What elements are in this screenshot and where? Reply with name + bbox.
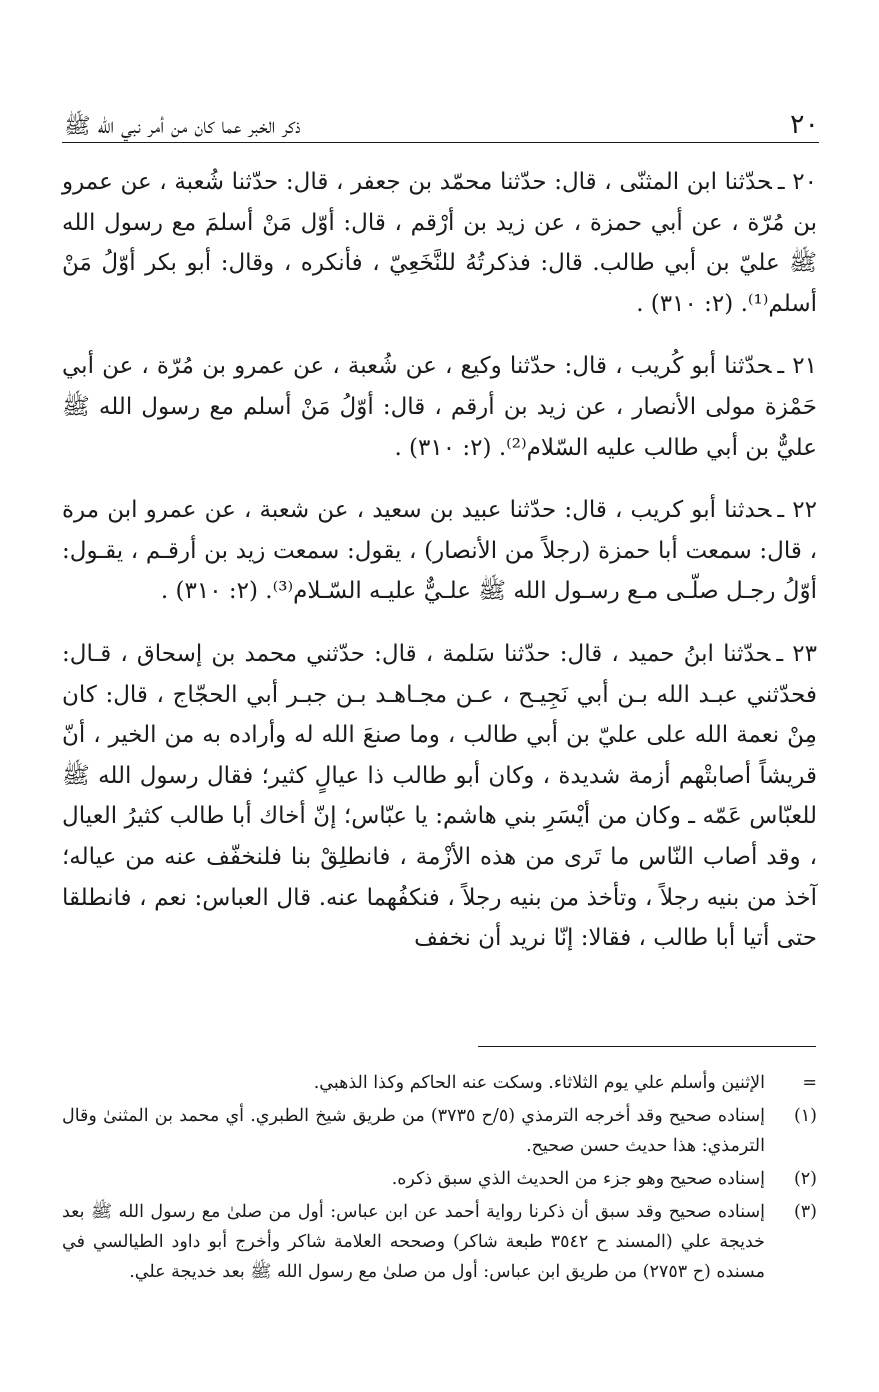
paragraph-number: ٢١ ـ <box>777 353 817 380</box>
footnote-rule <box>478 1046 816 1047</box>
page-number: ٢٠ <box>789 109 819 140</box>
paragraph-text: حدّثنا ابنُ حميد ، قال: حدّثنا سَلمة ، قال: حدّثني محمد بن إسحاق ، قـال: فحدّثني عبـد الله بـن أبي نَجِيـح ، عـن مجـاهـد بـن جبـر أبي الحجّاج ، قال: كان مِنْ نعمة الله على عليّ بن أبي طالب ، وما صنعَ الله له وأراده به من الخير ، أنّ قريشاً أصابتْهم أزمة شديدة ، وكان أبو طالب ذا عيالٍ كثير؛ فقال رسول الله ﷺ للعبّاس عَمّه ـ وكان من أيْسَرِ بني هاشم: يا عبّاس؛ إنّ أخاك أبا طالب كثيرُ العيال ، وقد أصاب النّاس ما تَرى من هذه الأزْمة ، فانطلِقْ بنا فلنخفّف عنه من عياله؛ آخذ من بنيه رجلاً ، وتأخذ من بنيه رجلاً ، فنكفُهما عنه. قال العباس: نعم ، فانطلقا حتى أتيا أبا طالب ، فقالا: إنّا نريد أن نخفف <box>62 640 817 952</box>
footnote <box>62 1068 817 1098</box>
hadith-paragraph <box>62 162 817 324</box>
footnote-mark: = <box>802 1073 817 1093</box>
footnote <box>62 1164 817 1194</box>
footnote-text: إسناده صحيح وقد سبق أن ذكرنا رواية أحمد عن ابن عباس: أول من صلىٰ مع رسول الله ﷺ بعد خديجة علي (المسند ح ٣٥٤٢ طبعة شاكر) وصححه العلامة شاكر وأخرج أبو داود الطيالسي في مسنده (ح ٢٧٥٣) من طريق ابن عباس: أول من صلىٰ مع رسول الله ﷺ بعد خديجة علي. <box>62 1202 765 1282</box>
footnote-mark: (٣) <box>793 1202 817 1222</box>
running-title: ذكر الخبر عما كان من أمر نبي الله ﷺ <box>64 114 301 139</box>
running-header <box>64 92 819 138</box>
footnote-mark: (١) <box>793 1106 817 1126</box>
paragraph-number: ٢٠ ـ <box>777 169 817 195</box>
header-rule <box>62 142 819 143</box>
footnote-mark: (٢) <box>793 1169 817 1189</box>
footnote <box>62 1101 817 1161</box>
footnote-text: الإثنين وأسلم علي يوم الثلاثاء. وسكت عنه الحاكم وكذا الذهبي. <box>313 1073 765 1093</box>
footnotes <box>62 1068 817 1290</box>
hadith-paragraph <box>62 634 817 959</box>
footnote <box>62 1197 817 1287</box>
footnote-text: إسناده صحيح وقد أخرجه الترمذي (٥/ح ٣٧٣٥) من طريق شيخ الطبري. أي محمد بن المثنىٰ وقال الترمذي: هذا حديث حسن صحيح. <box>62 1106 765 1156</box>
paragraph-text: حدثنا أبو كريب ، قال: حدّثنا عبيد بن سعيد ، عن شعبة ، عن عمرو ابن مرة ، قال: سمعت أبا حمزة (رجلاً من الأنصار) ، يقول: سمعت زيد بن أرقـم ، يقـول: أوّلُ رجـل صلّـى مـع رسـول الله ﷺ علـيٌّ عليـه السّـلام⁽³⁾. (٢: ٣١٠) . <box>62 497 817 605</box>
paragraph-number: ٢٣ ـ <box>776 640 817 667</box>
paragraph-text: حدّثنا أبو كُريب ، قال: حدّثنا وكيع ، عن شُعبة ، عن عمرو بن مُرّة ، عن أبي حَمْزة مولى الأنصار ، عن زيد بن أرقم ، قال: أوّلُ مَنْ أسلم مع رسول الله ﷺ عليٌّ بن أبي طالب عليه السّلام⁽²⁾. (٢: ٣١٠) . <box>62 353 817 461</box>
footnote-text: إسناده صحيح وهو جزء من الحديث الذي سبق ذكره. <box>391 1169 765 1189</box>
main-text <box>62 162 817 959</box>
hadith-paragraph <box>62 490 817 612</box>
paragraph-number: ٢٢ ـ <box>777 497 817 524</box>
paragraph-text: حدّثنا ابن المثنّى ، قال: حدّثنا محمّد بن جعفر ، قال: حدّثنا شُعبة ، عن عمرو بن مُرّة ، عن أبي حمزة ، عن زيد بن أرْقم ، قال: أوّل مَنْ أسلمَ مع رسول الله ﷺ عليّ بن أبي طالب. قال: فذكرتُهُ للنَّخَعِيّ ، فأنكره ، وقال: أبو بكر أوّلُ مَنْ أسلم⁽¹⁾. (٢: ٣١٠) . <box>62 169 817 317</box>
hadith-paragraph <box>62 346 817 468</box>
